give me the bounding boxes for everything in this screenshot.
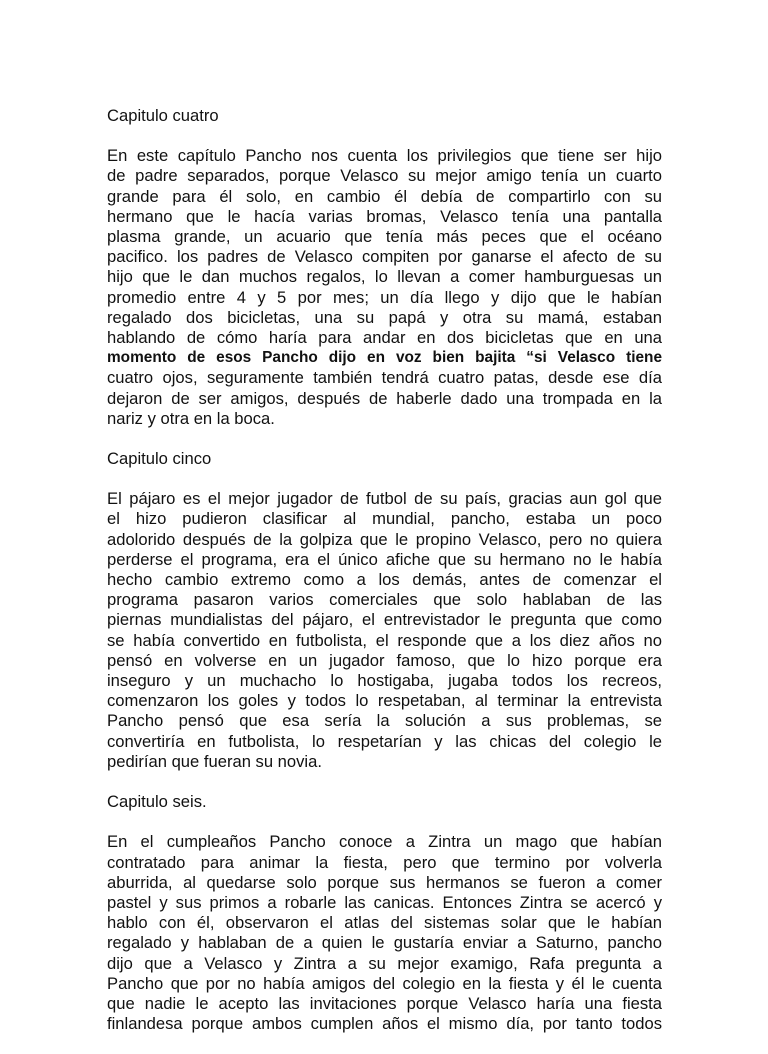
text-line: Pancho pensó que esa sería la solución a sus problemas, se xyxy=(107,711,662,731)
text-line: pedirían que fueran su novia. xyxy=(107,751,322,771)
text-line: inseguro y un muchacho lo hostigaba, jugaba todos los recreos, xyxy=(107,671,662,691)
text-line: En el cumpleaños Pancho conoce a Zintra un mago que habían xyxy=(107,832,662,852)
section-paragraph xyxy=(107,832,662,1034)
text-line: dejaron de ser amigos, después de haberle dado una trompada en la xyxy=(107,388,662,408)
text-line: pastel y sus primos a robarle las canicas. Entonces Zintra se acercó y xyxy=(107,892,662,912)
text-line: contratado para animar la fiesta, pero que termino por volverla xyxy=(107,852,662,872)
text-line: hablando de cómo haría para andar en dos bicicletas que en una xyxy=(107,328,662,348)
text-line-bold: momento de esos Pancho dijo en voz bien bajita “si Velasco tiene xyxy=(107,349,662,367)
text-line: cuatro ojos, seguramente también tendrá cuatro patas, desde ese día xyxy=(107,368,662,388)
text-line: comenzaron los goles y todos lo respetaban, al terminar la entrevista xyxy=(107,691,662,711)
text-line: pacifico. los padres de Velasco compiten por ganarse el afecto de su xyxy=(107,247,662,267)
text-line: hablo con él, observaron el atlas del sistemas solar que le habían xyxy=(107,913,662,933)
section-heading: Capitulo cinco xyxy=(107,449,212,469)
text-line: grande para él solo, en cambio él debía de compartirlo con su xyxy=(107,186,662,206)
section-heading: Capitulo seis. xyxy=(107,792,207,812)
text-line: aburrida, al quedarse solo porque sus hermanos se fueron a comer xyxy=(107,872,662,892)
text-line: que nadie le acepto las invitaciones porque Velasco haría una fiesta xyxy=(107,993,662,1013)
text-line: programa pasaron varios comerciales que solo hablaban de las xyxy=(107,590,662,610)
text-line: hecho cambio extremo como a los demás, antes de comenzar el xyxy=(107,570,662,590)
text-line: promedio entre 4 y 5 por mes; un día llego y dijo que le habían xyxy=(107,287,662,307)
text-line: regalado dos bicicletas, una su papá y otra su mamá, estaban xyxy=(107,307,662,327)
section-paragraph xyxy=(107,489,662,772)
text-line: regalado y hablaban de a quien le gustaría enviar a Saturno, pancho xyxy=(107,933,662,953)
text-line: nariz y otra en la boca. xyxy=(107,408,275,428)
text-line: de padre separados, porque Velasco su mejor amigo tenía un cuarto xyxy=(107,166,662,186)
text-line: En este capítulo Pancho nos cuenta los privilegios que tiene ser hijo xyxy=(107,146,662,166)
text-line: El pájaro es el mejor jugador de futbol de su país, gracias aun gol que xyxy=(107,489,662,509)
text-line: finlandesa porque ambos cumplen años el mismo día, por tanto todos xyxy=(107,1014,662,1034)
text-line: pensó en volverse en un jugador famoso, que lo hizo porque era xyxy=(107,650,662,670)
section-heading: Capitulo cuatro xyxy=(107,106,219,125)
section-paragraph xyxy=(107,146,662,429)
text-line: se había convertido en futbolista, el responde que a los diez años no xyxy=(107,630,662,650)
document-page xyxy=(107,106,662,1054)
text-line: Pancho que por no había amigos del colegio en la fiesta y él le cuenta xyxy=(107,973,662,993)
text-line: hermano que le hacía varias bromas, Velasco tenía una pantalla xyxy=(107,206,662,226)
text-line: dijo que a Velasco y Zintra a su mejor examigo, Rafa pregunta a xyxy=(107,953,662,973)
text-line: perderse el programa, era el único afiche que su hermano no le había xyxy=(107,549,662,569)
text-line: adolorido después de la golpiza que le propino Velasco, pero no quiera xyxy=(107,529,662,549)
text-line: hijo que le dan muchos regalos, lo llevan a comer hamburguesas un xyxy=(107,267,662,287)
text-line: el hizo pudieron clasificar al mundial, pancho, estaba un poco xyxy=(107,509,662,529)
text-line: piernas mundialistas del pájaro, el entrevistador le pregunta que como xyxy=(107,610,662,630)
text-line: convertiría en futbolista, lo respetarían y las chicas del colegio le xyxy=(107,731,662,751)
text-line: plasma grande, un acuario que tenía más peces que el océano xyxy=(107,227,662,247)
